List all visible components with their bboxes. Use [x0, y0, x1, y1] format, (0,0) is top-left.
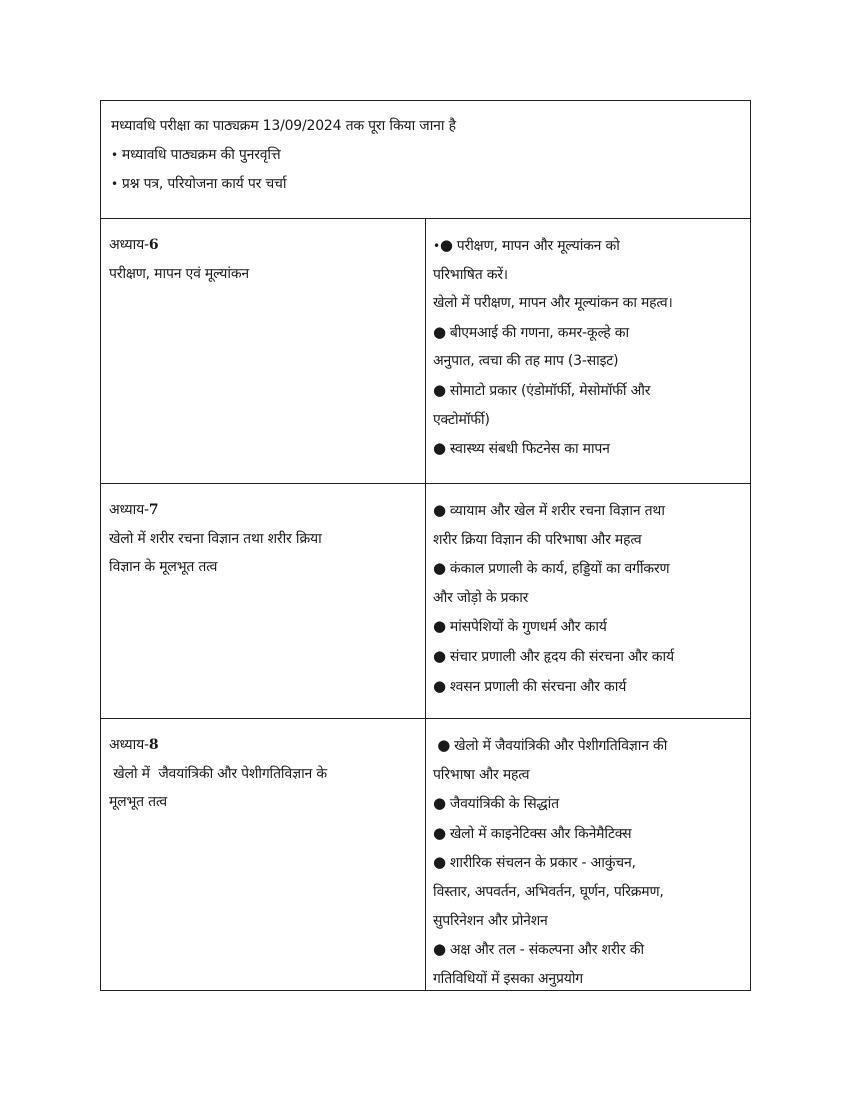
chapter-cell: [101, 484, 426, 718]
chapter-title: खेलो में जैवयांत्रिकी और पेशीगतिविज्ञान के: [109, 765, 327, 782]
content-line: गतिविधियों में इसका अनुप्रयोग: [433, 970, 583, 987]
chapter-row: [101, 218, 750, 483]
content-line: अनुपात, त्वचा की तह माप (3-साइट): [433, 353, 619, 370]
content-line: ● बीएमआई की गणना, कमर-कूल्हे का: [433, 318, 743, 348]
small-bullet-icon: •: [433, 239, 440, 253]
header-bullet-item: • प्रश्न पत्र, परियोजना कार्य पर चर्चा: [111, 170, 740, 199]
bullet-icon: ●: [433, 823, 446, 842]
bullet-icon: •: [111, 148, 118, 162]
chapter-title: परीक्षण, मापन एवं मूल्यांकन: [109, 265, 249, 282]
content-line: ● शारीरिक संचलन के प्रकार - आकुंचन,: [433, 848, 743, 878]
bullet-icon: •: [111, 177, 118, 191]
content-line: खेलो में परीक्षण, मापन और मूल्यांकन का महत्व।: [433, 295, 673, 312]
bullet-icon: ●: [433, 380, 446, 399]
chapter-heading: अध्याय-8: [109, 737, 159, 753]
bullet-icon: ●: [433, 322, 446, 341]
bullet-icon: ●: [433, 439, 446, 458]
chapter-cell: [101, 219, 426, 483]
chapter-heading: अध्याय-7: [109, 502, 159, 518]
bullet-icon: ●: [433, 646, 446, 665]
chapter-row: [101, 718, 750, 990]
bullet-icon: ●: [433, 940, 446, 959]
content-line: सुपरिनेशन और प्रोनेशन: [433, 912, 548, 929]
bullet-icon: ●: [433, 617, 446, 636]
chapter-title: खेलो में शरीर रचना विज्ञान तथा शरीर क्रिया: [109, 530, 322, 547]
bullet-icon: ●: [433, 794, 446, 813]
header-cell: [101, 101, 750, 218]
chapter-cell: [101, 719, 426, 990]
content-line: •● परीक्षण, मापन और मूल्यांकन को: [433, 231, 743, 261]
bullet-icon: ●: [439, 236, 453, 254]
content-line: ● व्यायाम और खेल में शरीर रचना विज्ञान तथा: [433, 496, 743, 526]
header-row: [101, 101, 750, 218]
content-cell: [426, 719, 749, 990]
content-line: परिभाषित करें।: [433, 266, 508, 283]
content-line: परिभाषा और महत्व: [433, 766, 530, 783]
content-cell: [426, 219, 749, 483]
chapter-row: [101, 483, 750, 718]
content-line: ● कंकाल प्रणाली के कार्य, हड्डियों का वर्गीकरण: [433, 554, 743, 584]
content-line: ● खेलो में काइनेटिक्स और किनेमैटिक्स: [433, 819, 743, 849]
content-cell: [426, 484, 749, 718]
syllabus-table: [100, 100, 751, 991]
content-line: ● खेलो में जैवयांत्रिकी और पेशीगतिविज्ञान की: [433, 731, 743, 761]
header-bullet-item: • मध्यावधि पाठ्यक्रम की पुनरवृत्ति: [111, 141, 740, 170]
content-line: विस्तार, अपवर्तन, अभिवर्तन, घूर्णन, परिक्रमण,: [433, 883, 664, 900]
content-line: ● श्वसन प्रणाली की संरचना और कार्य: [433, 672, 743, 702]
bullet-icon: ●: [433, 853, 446, 872]
content-line: ● मांसपेशियों के गुणधर्म और कार्य: [433, 612, 743, 642]
content-line: शरीर क्रिया विज्ञान की परिभाषा और महत्व: [433, 531, 642, 548]
bullet-icon: ●: [433, 501, 446, 519]
content-line: ● अक्ष और तल - संकल्पना और शरीर की: [433, 935, 743, 965]
content-line: एक्टोमॉर्फी): [433, 411, 490, 428]
bullet-icon: ●: [437, 736, 451, 754]
chapter-heading: अध्याय-6: [109, 237, 159, 253]
content-line: ● संचार प्रणाली और हृदय की संरचना और कार्य: [433, 642, 743, 672]
content-line: ● स्वास्थ्य संबधी फिटनेस का मापन: [433, 434, 743, 464]
bullet-icon: ●: [433, 559, 446, 578]
bullet-icon: ●: [433, 676, 446, 695]
chapter-title: मूलभूत तत्व: [109, 794, 168, 811]
content-line: ● जैवयांत्रिकी के सिद्धांत: [433, 789, 743, 819]
content-line: ● सोमाटो प्रकार (एंडोमॉर्फी, मेसोमॉर्फी और: [433, 376, 743, 406]
exam-note: मध्यावधि परीक्षा का पाठ्यक्रम 13/09/2024 तक पूरा किया जाना है: [111, 118, 456, 134]
content-line: और जोड़ो के प्रकार: [433, 589, 529, 606]
chapter-title: विज्ञान के मूलभूत तत्व: [109, 559, 218, 576]
